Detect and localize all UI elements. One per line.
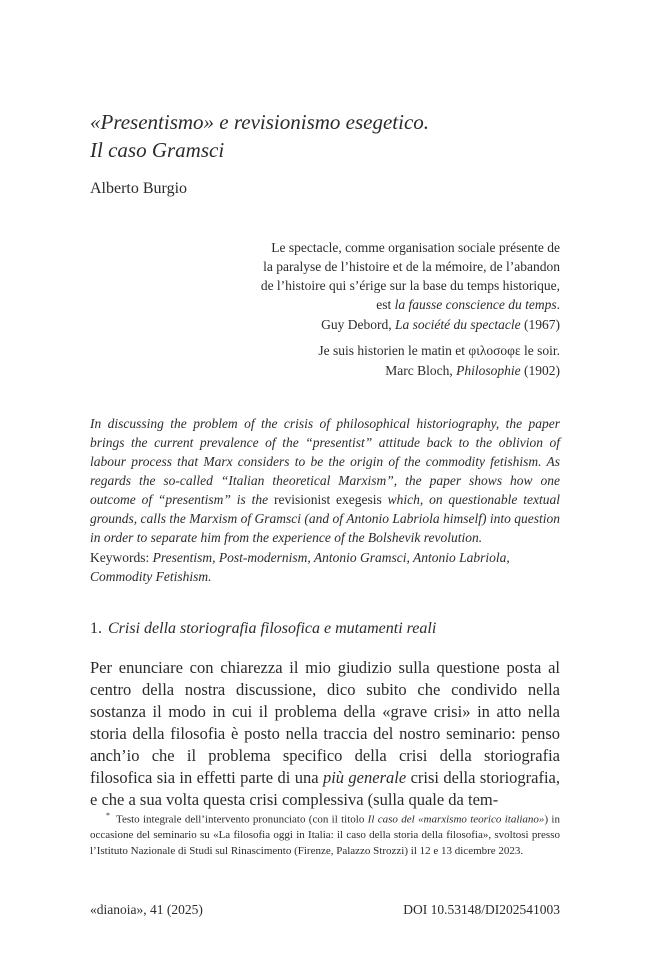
doi: DOI 10.53148/DI202541003 [403, 902, 560, 917]
keywords-list: Presentism, Post-modernism, Antonio Gramsci, Antonio Labriola, Commodity Fetishism. [90, 550, 510, 584]
footnote: * Testo integrale dell’intervento pronunciato (con il titolo Il caso del «marxismo teorico italiano») in occasione del seminario su «La filosofia oggi in Italia: il caso della storia della filosofia», svoltosi presso l’Istituto Nazionale di Studi sul Rinascimento (Firenze, Palazzo Strozzi) il 12 e 13 dicembre 2023. [90, 811, 560, 857]
epigraph-source: Guy Debord, La société du spectacle (1967) [321, 317, 560, 332]
article-title-line-2: Il caso Gramsci [90, 138, 225, 162]
footnote-marker: * [106, 811, 110, 820]
section-number: 1. [90, 620, 102, 637]
article-title [90, 108, 560, 164]
article-title-line-1: «Presentismo» e revisionismo esegetico. [90, 110, 430, 134]
section-title: Crisi della storiografia filosofica e mutamenti reali [108, 620, 437, 637]
epigraph-bloch [260, 341, 560, 380]
epigraph-quote: Je suis historien le matin et φιλοσοφε le soir. [318, 343, 560, 358]
keywords [90, 548, 560, 586]
keywords-label: Keywords: [90, 550, 153, 565]
journal-citation: «dianoia», 41 (2025) [90, 902, 203, 917]
author-name: Alberto Burgio [90, 180, 188, 197]
epigraph-debord [260, 238, 560, 334]
body-paragraph: Per enunciare con chiarezza il mio giudizio sulla questione posta al centro della nostra discussione, dico subito che condivido nella sostanza il modo in cui il problema della «grave crisi» in atto nella storia della filosofia è posto nella traccia del nostro seminario: penso anch’io che il problema specifico della crisi della storiografia filosofica sia in effetti parte di una più generale crisi della storiografia, e che a sua volta questa crisi complessiva (sulla quale da tem- [90, 658, 561, 809]
epigraph-quote: Le spectacle, comme organisation sociale présente de la paralyse de l’histoire et de la mémoire, de l’abandon de l’histoire qui s’érige sur la base du temps historique, est la fausse conscience du temps. [260, 240, 560, 312]
epigraph-source: Marc Bloch, Philosophie (1902) [385, 363, 560, 378]
abstract: In discussing the problem of the crisis of philosophical historiography, the paper brings the current prevalence of the “presentist” attitude back to the oblivion of labour process that Marx considers to be the origin of the commodity fetishism. As regards the so-called “Italian theoretical Marxism”, the paper shows how one outcome of “presentism” is the revisionist exegesis which, on questionable textual grounds, calls the Marxism of Gramsci (and of Antonio Labriola himself) into question in order to separate him from the experience of the Bolshevik revolution. [90, 416, 560, 545]
section-heading [90, 620, 560, 638]
